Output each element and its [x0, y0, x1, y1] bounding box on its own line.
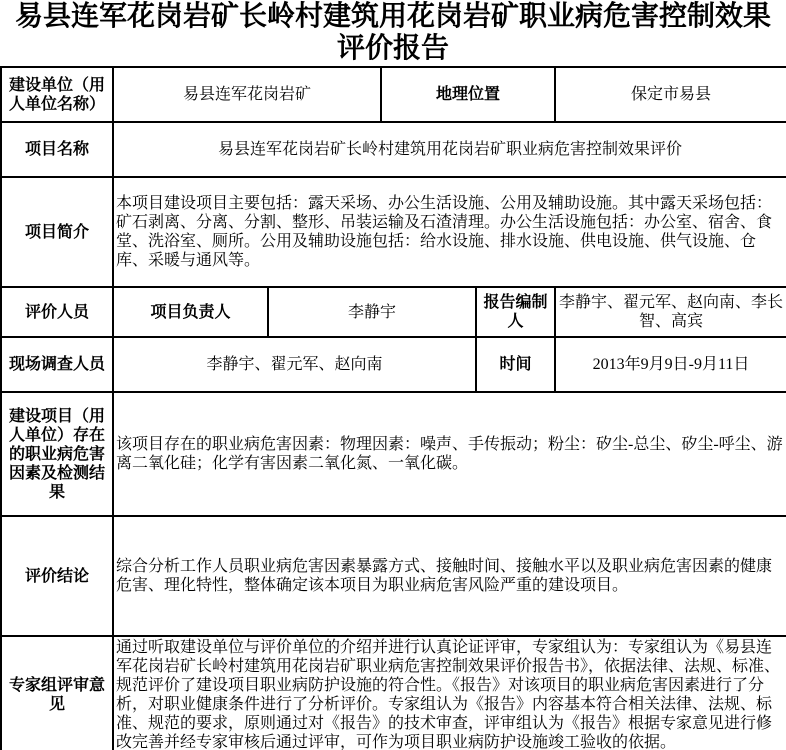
site-survey-label: 现场调查人员	[1, 337, 113, 392]
conclusion-label: 评价结论	[1, 516, 113, 636]
table-row	[1, 287, 786, 337]
expert-opinion-label: 专家组评审意见	[1, 636, 113, 750]
project-intro-value: 本项目建设项目主要包括：露天采场、办公生活设施、公用及辅助设施。其中露天采场包括：矿石剥离、分离、分割、整形、吊装运输及石渣清理。办公生活设施包括：办公室、宿舍、食堂、洗浴室、厕所。公用及辅助设施包括：给水设施、排水设施、供电设施、供气设施、仓库、采暖与通风等。	[113, 177, 786, 287]
construction-unit-value: 易县连军花岗岩矿	[113, 67, 381, 122]
table-row	[1, 392, 786, 516]
site-survey-value: 李静宇、翟元军、赵向南	[113, 337, 476, 392]
expert-opinion-value: 通过听取建设单位与评价单位的介绍并进行认真论证评审，专家组认为：专家组认为《易县连军花岗岩矿长岭村建筑用花岗岩矿职业病危害控制效果评价报告书》，依据法律、法规、标准、规范评价了建设项目职业病防护设施的符合性。《报告》对该项目的职业病危害因素进行了分析，对职业健康条件进行了分析评价。专家组认为《报告》内容基本符合相关法律、法规、标准、规范的要求，原则通过对《报告》的技术审查，评审组认为《报告》根据专家意见进行修改完善并经专家审核后通过评审，可作为项目职业病防护设施竣工验收的依据。	[113, 636, 786, 750]
project-name-label: 项目名称	[1, 122, 113, 177]
conclusion-value: 综合分析工作人员职业病危害因素暴露方式、接触时间、接触水平以及职业病危害因素的健康危害、理化特性，整体确定该本项目为职业病危害风险严重的建设项目。	[113, 516, 786, 636]
location-value: 保定市易县	[555, 67, 786, 122]
time-value: 2013年9月9日-9月11日	[555, 337, 786, 392]
project-leader-value: 李静宇	[268, 287, 476, 337]
evaluators-label: 评价人员	[1, 287, 113, 337]
report-writers-label: 报告编制人	[476, 287, 555, 337]
page-title: 易县连军花岗岩矿长岭村建筑用花岗岩矿职业病危害控制效果评价报告	[14, 1, 771, 64]
project-intro-label: 项目简介	[1, 177, 113, 287]
location-label: 地理位置	[381, 67, 555, 122]
report-writers-value: 李静宇、翟元军、赵向南、李长智、高宾	[555, 287, 786, 337]
table-row	[1, 516, 786, 636]
construction-unit-label: 建设单位（用人单位名称）	[1, 67, 113, 122]
table-row	[1, 67, 786, 122]
project-leader-label: 项目负责人	[113, 287, 268, 337]
table-row	[1, 337, 786, 392]
table-row	[1, 636, 786, 750]
hazards-label: 建设项目（用人单位）存在的职业病危害因素及检测结果	[1, 392, 113, 516]
table-row	[1, 122, 786, 177]
time-label: 时间	[476, 337, 555, 392]
report-table	[0, 66, 786, 750]
table-row	[1, 177, 786, 287]
hazards-value: 该项目存在的职业病危害因素：物理因素：噪声、手传振动；粉尘：矽尘-总尘、矽尘-呼尘、游离二氧化硅；化学有害因素二氧化氮、一氧化碳。	[113, 392, 786, 516]
project-name-value: 易县连军花岗岩矿长岭村建筑用花岗岩矿职业病危害控制效果评价	[113, 122, 786, 177]
